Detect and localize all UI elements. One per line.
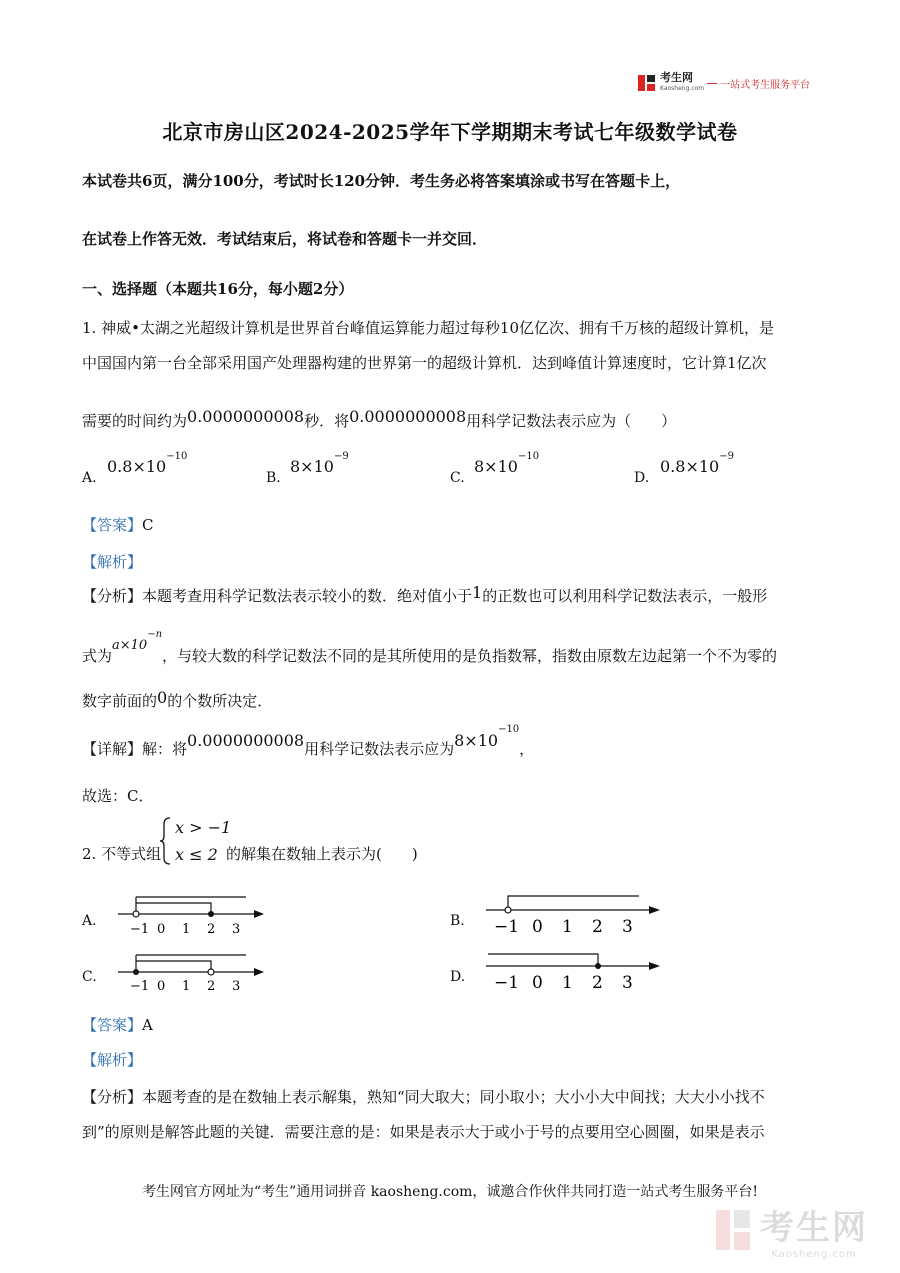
tick-label: 1 [562, 917, 573, 937]
q1-option-b[interactable]: $8\times 10^{-9}$ [290, 451, 349, 476]
q2-option-c-label[interactable]: C. [82, 969, 97, 985]
brand-tagline: 一站式考生服务平台 [720, 79, 811, 91]
page-title: 北京市房山区2024-2025学年下学期期末考试七年级数学试卷 [162, 120, 738, 144]
tick-label: 0 [532, 917, 543, 937]
q2-option-c-numberline[interactable] [116, 952, 266, 996]
tick-label: 2 [592, 973, 603, 993]
q1-option-d-label[interactable]: D. [634, 470, 650, 486]
q1-line-2: 中国国内第一台全部采用国产处理器构建的世界第一的超级计算机．达到峰值计算速度时，它计算1亿次 [82, 354, 767, 372]
tick-label: 1 [182, 979, 191, 994]
q1-fenxi-line-3: 数字前面的0的个数所决定． [82, 688, 273, 710]
tick-label: 0 [532, 973, 543, 993]
tick-label: 3 [622, 917, 633, 937]
tick-label: 3 [232, 979, 241, 994]
tick-label: 1 [182, 922, 191, 937]
page-footer: 考生网官方网址为“考生”通用词拼音 kaosheng.com，诚邀合作伙伴共同打造一站式考生服务平台! [141, 1184, 759, 1200]
q2-suffix: 的解集在数轴上表示为( ) [226, 845, 418, 863]
q2-option-d-label[interactable]: D. [450, 969, 466, 985]
q2-option-b-numberline[interactable] [484, 892, 664, 940]
tick-label: 1 [562, 973, 573, 993]
q1-fenxi-line-2: 式为$a\times 10^{-n}$，与较大数的科学记数法不同的是其所使用的是负指数幂，指数由原数左边起第一个不为零的 [82, 629, 778, 665]
header-logo [637, 72, 810, 94]
tick-label: 2 [592, 917, 603, 937]
q1-option-b-label[interactable]: B. [266, 470, 281, 486]
watermark: 考生网 Kaosheng.com [714, 1200, 868, 1260]
q1-answer: 【答案】C [82, 516, 154, 534]
tick-label: −1 [130, 979, 150, 994]
q2-inequality-1: x > −1 [175, 818, 232, 837]
q2-fenxi-line-2: 到”的原则是解答此题的关键．需要注意的是：如果是表示大于或小于号的点要用空心圆圈，如果是表示 [82, 1123, 765, 1141]
tick-label: 2 [207, 922, 216, 937]
section-heading: 一、选择题（本题共16分，每小题2分） [82, 280, 354, 298]
kaosheng-watermark-icon [714, 1206, 754, 1254]
q1-line-1: 1. 神威•太湖之光超级计算机是世界首台峰值运算能力超过每秒10亿亿次、拥有千万核的超级计算机，是 [82, 319, 775, 337]
tick-label: 3 [232, 922, 241, 937]
kaosheng-logo-icon [637, 73, 657, 93]
q1-option-a[interactable]: $0.8\times 10^{-10}$ [107, 451, 188, 476]
q1-option-c-label[interactable]: C. [450, 470, 465, 486]
tick-label: 0 [157, 979, 166, 994]
q2-option-d-numberline[interactable] [484, 950, 664, 996]
tick-label: −1 [494, 917, 520, 937]
q2-prefix: 2. 不等式组 [82, 845, 162, 863]
tick-label: 2 [207, 979, 216, 994]
q1-detail: 【详解】解：将0.0000000008用科学记数法表示应为$8\times 10^{-10}$， [82, 724, 535, 758]
q1-fenxi-line-1: 【分析】本题考查用科学记数法表示较小的数．绝对值小于1的正数也可以利用科学记数法表示，一般形 [82, 583, 768, 605]
q1-option-c[interactable]: $8\times 10^{-10}$ [474, 451, 540, 476]
q2-option-b-label[interactable]: B. [450, 913, 465, 929]
system-brace [158, 816, 172, 866]
q2-option-a-label[interactable]: A. [82, 913, 97, 929]
tick-label: 3 [622, 973, 633, 993]
tick-label: −1 [494, 973, 520, 993]
q1-analysis-tag: 【解析】 [82, 553, 143, 571]
q1-line-3: 需要的时间约为0.0000000008秒．将0.0000000008用科学记数法表示应为（ ） [82, 407, 677, 430]
notice-line-2: 在试卷上作答无效．考试结束后，将试卷和答题卡一并交回． [82, 230, 488, 248]
q2-fenxi-line-1: 【分析】本题考查的是在数轴上表示解集，熟知“同大取大；同小取小；大小小大中间找；大大小小找不 [82, 1088, 765, 1106]
q1-choose: 故选：C． [82, 787, 154, 805]
q2-option-a-numberline[interactable] [116, 893, 266, 939]
q2-answer: 【答案】A [82, 1016, 153, 1034]
q2-analysis-tag: 【解析】 [82, 1051, 143, 1069]
tick-label: −1 [130, 922, 150, 937]
brand-name: 考生网 Kaosheng.com [660, 71, 705, 92]
q1-option-d[interactable]: $0.8\times 10^{-9}$ [660, 451, 734, 476]
q2-inequality-2: x ≤ 2 [175, 845, 218, 864]
tick-label: 0 [157, 922, 166, 937]
q1-option-a-label[interactable]: A. [82, 470, 97, 486]
notice-line-1: 本试卷共6页，满分100分，考试时长120分钟．考生务必将答案填涂或书写在答题卡上， [82, 172, 681, 190]
